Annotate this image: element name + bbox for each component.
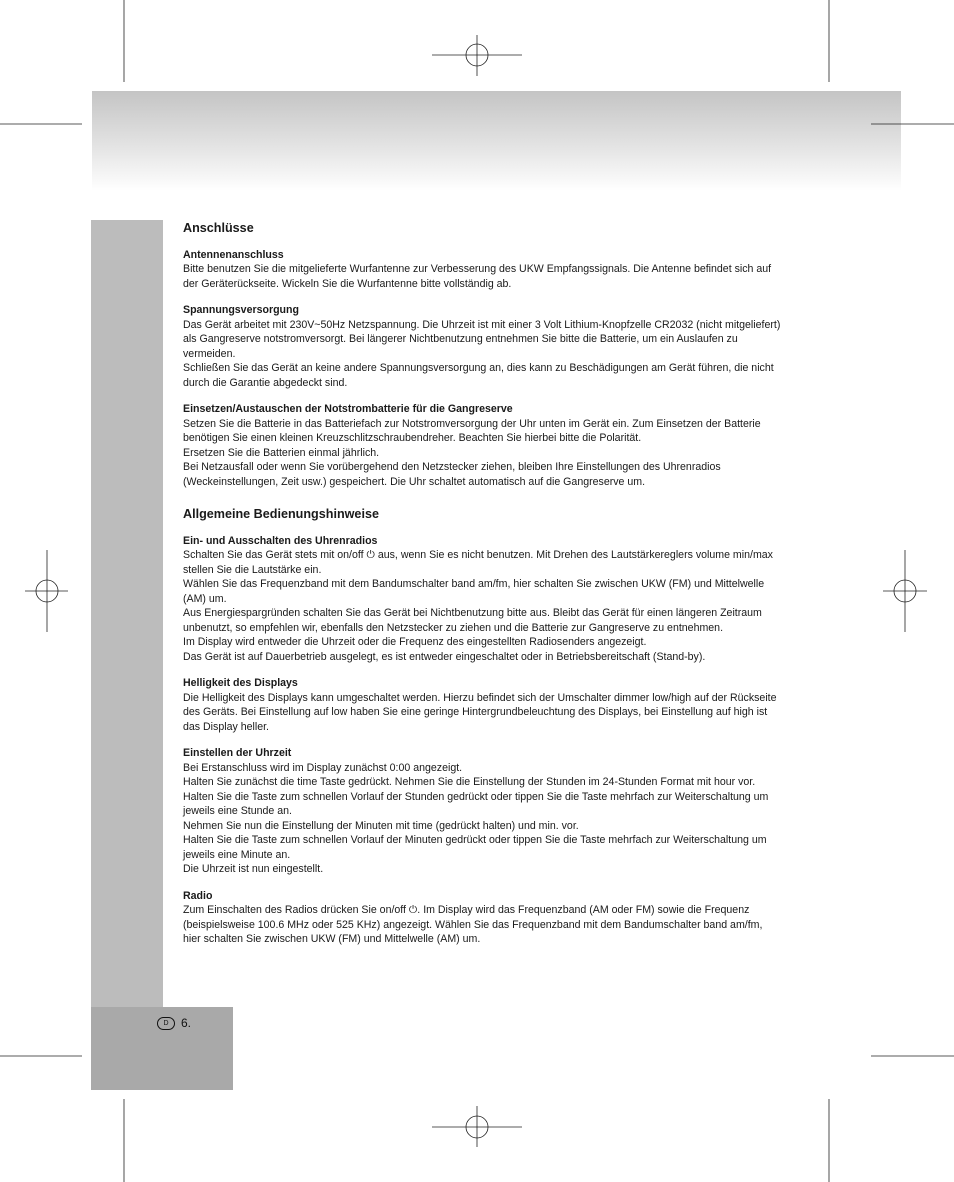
paragraph: Wählen Sie das Frequenzband mit dem Bandumschalter band am/fm, hier schalten Sie zwischen UKW (FM) und Mittelwelle (AM) um. — [183, 578, 765, 605]
registration-mark-bottom — [432, 1106, 522, 1147]
paragraph: Schließen Sie das Gerät an keine andere Spannungsversorgung an, dies kann zu Beschädigungen am Gerät führen, die nicht durch die Garantie abgedeckt sind. — [183, 362, 774, 389]
language-badge: D — [157, 1017, 175, 1030]
paragraph: Schalten Sie das Gerät stets mit on/off ⏻ aus, wenn Sie es nicht benutzen. Mit Drehen des Lautstärkereglers volume min/max stellen Sie die Lautstärke ein. — [183, 549, 773, 576]
paragraph: Nehmen Sie nun die Einstellung der Minuten mit time (gedrückt halten) und min. vor. — [183, 819, 579, 832]
paragraph: Bitte benutzen Sie die mitgelieferte Wurfantenne zur Verbesserung des UKW Empfangssignals. Die Antenne befindet sich auf der Geräterückseite. Wickeln Sie die Wurfantenne bitte vollständig ab. — [183, 263, 772, 290]
block-heading: Einstellen der Uhrzeit — [183, 747, 292, 759]
block-antennenanschluss — [183, 248, 783, 292]
section-title: Anschlüsse — [183, 221, 254, 235]
section-bedienungshinweise — [183, 506, 783, 947]
block-helligkeit — [183, 676, 783, 734]
block-notstrombatterie — [183, 402, 783, 489]
paragraph: Halten Sie zunächst die time Taste gedrückt. Nehmen Sie die Einstellung der Stunden im 24-Stunden Format mit hour vor. — [183, 776, 756, 788]
paragraph: Das Gerät arbeitet mit 230V~50Hz Netzspannung. Die Uhrzeit ist mit einer 3 Volt Lithium-Knopfzelle CR2032 (nicht mitgeliefert) als Gangreserve notstromversorgt. Bei längerer Nichtbenutzung entnehmen Sie bitte die Batterie, um ein Auslaufen zu vermeiden. — [183, 318, 781, 360]
block-heading: Antennenanschluss — [183, 248, 284, 261]
block-heading: Einsetzen/Austauschen der Notstrombatterie für die Gangreserve — [183, 403, 513, 415]
registration-mark-left — [25, 550, 68, 632]
paragraph: Setzen Sie die Batterie in das Batteriefach zur Notstromversorgung der Uhr unten im Gerät ein. Zum Einsetzen der Batterie benötigen Sie einen kleinen Kreuzschlitzschraubendreher. Beachten Sie hierbei bitte die Polarität. — [183, 417, 761, 444]
registration-mark-right — [883, 550, 927, 632]
paragraph: Im Display wird entweder die Uhrzeit oder die Frequenz des eingestellten Radiosenders angezeigt. — [183, 636, 647, 648]
block-heading: Radio — [183, 889, 213, 902]
paragraph: Die Helligkeit des Displays kann umgeschaltet werden. Hierzu befindet sich der Umschalter dimmer low/high auf der Rückseite des Geräts. Bei Einstellung auf low haben Sie eine geringe Hintergrundbeleuchtung des Displays, bei Einstellung auf high ist das Display heller. — [183, 691, 777, 733]
block-heading: Spannungsversorgung — [183, 304, 299, 316]
paragraph: Zum Einschalten des Radios drücken Sie on/off ⏻. Im Display wird das Frequenzband (AM oder FM) sowie die Frequenz (beispielsweise 100.6 MHz oder 525 KHz) angezeigt. Wählen Sie das Frequenzband mit dem Bandumschalter band am/fm, hier schalten Sie zwischen UKW (FM) und Mittelwelle (AM) um. — [183, 904, 763, 945]
paragraph: Bei Erstanschluss wird im Display zunächst 0:00 angezeigt. — [183, 761, 463, 774]
paragraph: Aus Energiespargründen schalten Sie das Gerät bei Nichtbenutzung bitte aus. Bleibt das Gerät für einen längeren Zeitraum unbenutzt, so empfehlen wir, ebenfalls den Netzstecker zu ziehen und die Batterie zur Gangreserve zu entnehmen. — [183, 607, 762, 634]
section-anschluesse — [183, 220, 783, 489]
block-uhrzeit — [183, 746, 783, 877]
paragraph: Halten Sie die Taste zum schnellen Vorlauf der Stunden gedrückt oder tippen Sie die Taste mehrfach zur Weiterschaltung um jeweils eine Stunde an. — [183, 790, 769, 817]
paragraph: Das Gerät ist auf Dauerbetrieb ausgelegt, es ist entweder eingeschaltet oder in Betriebsbereitschaft (Stand-by). — [183, 650, 706, 663]
paragraph: Ersetzen Sie die Batterien einmal jährlich. — [183, 446, 380, 459]
paragraph: Die Uhrzeit ist nun eingestellt. — [183, 863, 324, 875]
section-title: Allgemeine Bedienungshinweise — [183, 507, 379, 521]
page-number — [157, 1016, 191, 1030]
block-heading: Helligkeit des Displays — [183, 677, 298, 689]
block-heading: Ein- und Ausschalten des Uhrenradios — [183, 534, 378, 547]
paragraph: Bei Netzausfall oder wenn Sie vorübergehend den Netzstecker ziehen, bleiben Ihre Einstellungen des Uhrenradios (Weckeinstellungen, Zeit usw.) gespeichert. Die Uhr schaltet automatisch auf die Gangreserve um. — [183, 461, 721, 488]
block-radio — [183, 889, 783, 947]
block-ein-ausschalten — [183, 534, 783, 665]
registration-mark-top — [432, 35, 522, 76]
manual-content — [183, 220, 783, 959]
page-number-text: 6. — [181, 1016, 192, 1030]
block-spannungsversorgung — [183, 303, 783, 390]
paragraph: Halten Sie die Taste zum schnellen Vorlauf der Minuten gedrückt oder tippen Sie die Taste mehrfach zur Weiterschaltung um jeweils eine Minute an. — [183, 834, 767, 861]
